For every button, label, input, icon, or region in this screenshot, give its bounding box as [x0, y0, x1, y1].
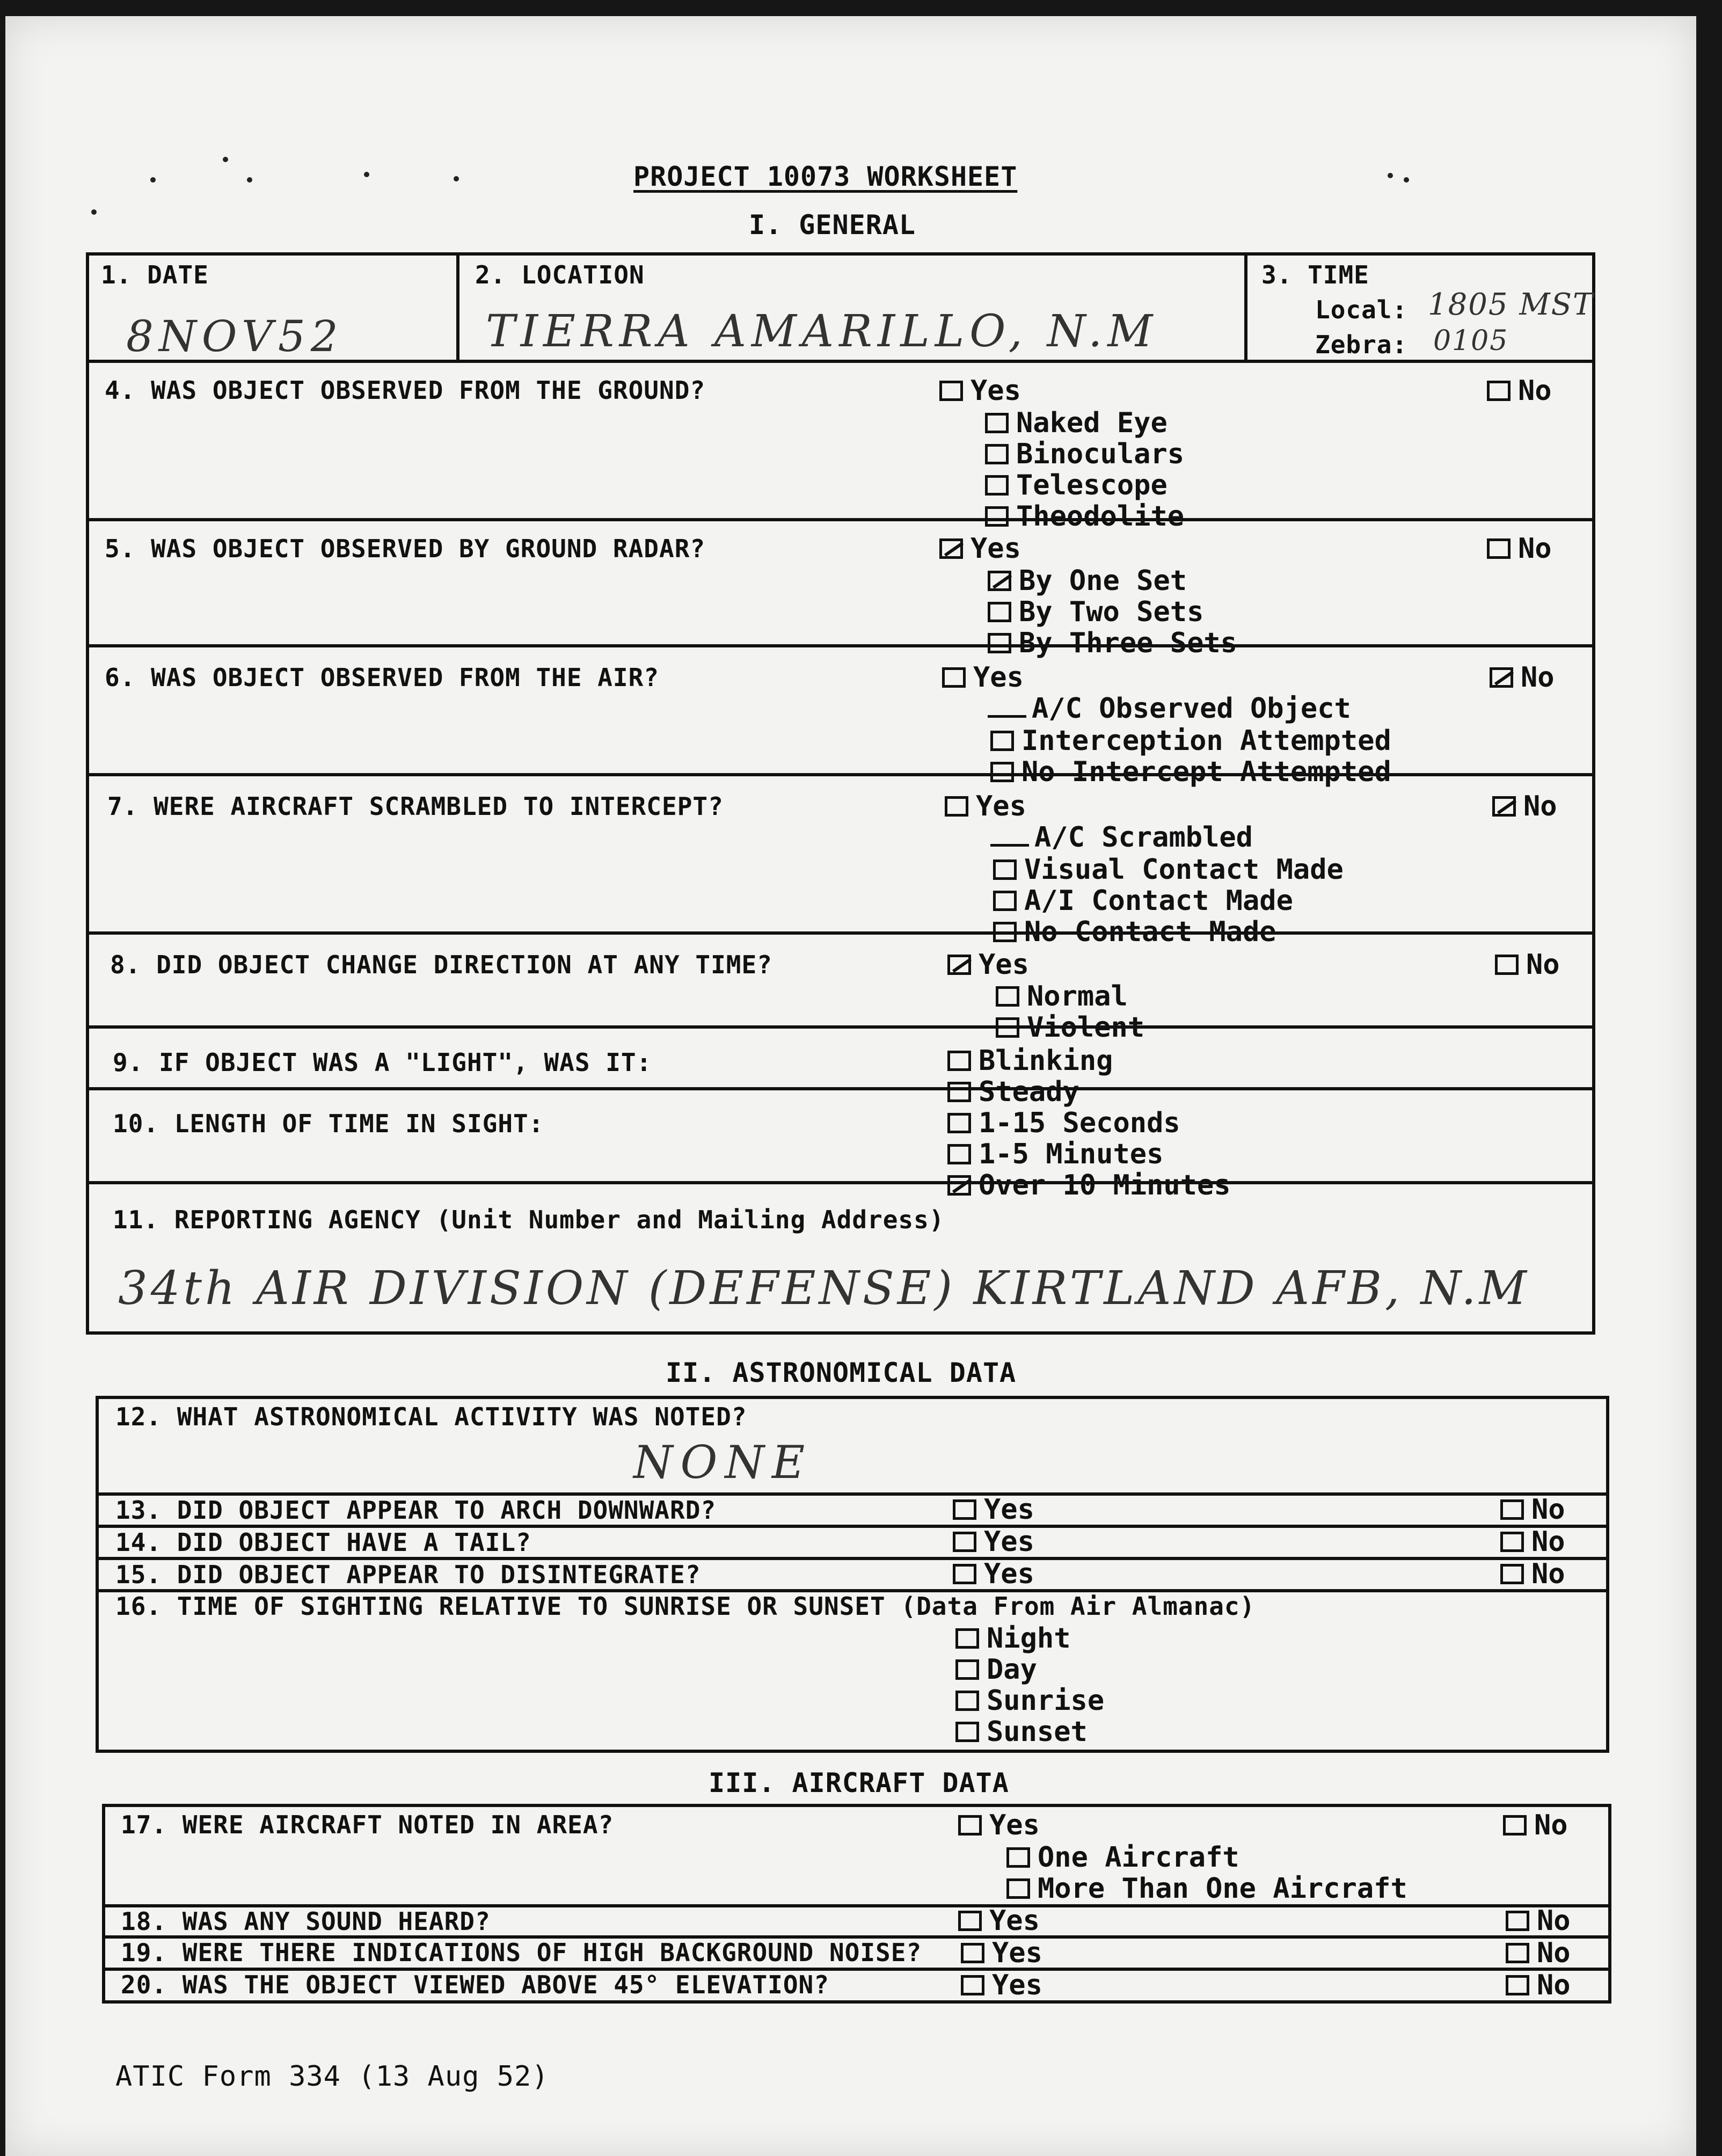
q10-1-15-seconds-text: 1-15 Seconds	[979, 1107, 1180, 1139]
q17-more-than-one-option[interactable]	[1006, 1873, 1407, 1905]
q5-no-option[interactable]	[1487, 533, 1552, 565]
q16-night-text: Night	[987, 1622, 1071, 1655]
q4-yes-option[interactable]	[939, 375, 1021, 407]
q17-no-option[interactable]	[1503, 1809, 1568, 1841]
q6-no-checkbox[interactable]	[1490, 667, 1513, 688]
q4-telescope-option[interactable]	[985, 469, 1168, 501]
q8-no-text: No	[1526, 949, 1560, 981]
q16-sunrise-checkbox[interactable]	[955, 1691, 979, 1711]
scan-speck	[150, 177, 156, 183]
q17-no-checkbox[interactable]	[1503, 1815, 1527, 1835]
q17-more-than-one-checkbox[interactable]	[1006, 1878, 1030, 1899]
q4-naked-eye-option[interactable]	[985, 407, 1168, 439]
date-value[interactable]: 8NOV52	[126, 311, 344, 361]
q10-1-5-minutes-text: 1-5 Minutes	[979, 1138, 1164, 1170]
q4-label: 4. WAS OBJECT OBSERVED FROM THE GROUND?	[105, 376, 706, 405]
worksheet-page	[5, 16, 1696, 2156]
q5-by-two-sets-checkbox[interactable]	[988, 602, 1011, 622]
q6-yes-text: Yes	[973, 661, 1024, 694]
q9-steady-checkbox[interactable]	[947, 1082, 971, 1102]
q13-no-option[interactable]	[1500, 1494, 1565, 1526]
q16-sunrise-option[interactable]	[955, 1685, 1104, 1717]
q7-yes-option[interactable]	[945, 790, 1026, 822]
q6-no-option[interactable]	[1490, 661, 1555, 694]
q6-label: 6. WAS OBJECT OBSERVED FROM THE AIR?	[105, 663, 659, 692]
q10-over-10-minutes-option[interactable]	[947, 1169, 1231, 1201]
q4-no-checkbox[interactable]	[1487, 381, 1511, 401]
q6-no-intercept-text: No Intercept Attempted	[1021, 756, 1391, 788]
q7-ac-scrambled-blank[interactable]	[990, 844, 1029, 847]
time-zebra-value[interactable]: 0105	[1433, 325, 1509, 357]
q4-telescope-text: Telescope	[1016, 469, 1168, 501]
q9-blinking-option[interactable]	[947, 1045, 1113, 1077]
q19-label: 19. WERE THERE INDICATIONS OF HIGH BACKGROUND NOISE?	[121, 1938, 922, 1967]
location-label: 2. LOCATION	[475, 260, 645, 289]
q5-no-checkbox[interactable]	[1487, 538, 1511, 559]
q6-no-text: No	[1521, 661, 1555, 694]
q15-no-option[interactable]	[1500, 1558, 1565, 1590]
q16-day-checkbox[interactable]	[955, 1659, 979, 1680]
q8-violent-checkbox[interactable]	[996, 1017, 1019, 1038]
q5-yes-checkbox[interactable]	[939, 538, 963, 559]
q7-ac-scrambled-option[interactable]	[990, 821, 1253, 854]
scan-speck	[223, 157, 228, 162]
q4-binoculars-text: Binoculars	[1016, 438, 1185, 470]
q13-label: 13. DID OBJECT APPEAR TO ARCH DOWNWARD?	[115, 1496, 717, 1525]
q13-no-checkbox[interactable]	[1500, 1499, 1524, 1520]
q4-yes-text: Yes	[971, 375, 1021, 407]
q5-by-two-sets-text: By Two Sets	[1019, 596, 1204, 628]
q19-yes-text: Yes	[992, 1937, 1042, 1969]
astronomical-activity-value[interactable]: NONE	[633, 1436, 813, 1489]
q6-ac-observed-option[interactable]	[988, 693, 1351, 725]
q15-yes-checkbox[interactable]	[953, 1564, 976, 1584]
q8-no-checkbox[interactable]	[1495, 955, 1519, 975]
q10-1-5-minutes-option[interactable]	[947, 1138, 1163, 1170]
q8-violent-text: Violent	[1027, 1011, 1145, 1044]
q6-interception-attempted-option[interactable]	[990, 725, 1391, 757]
q20-yes-checkbox[interactable]	[961, 1975, 984, 1995]
q5-no-text: No	[1518, 533, 1552, 565]
location-value[interactable]: TIERRA AMARILLO, N.M	[486, 306, 1158, 357]
q18-yes-text: Yes	[989, 1905, 1040, 1937]
scan-speck	[91, 209, 97, 215]
section-aircraft-heading: III. AIRCRAFT DATA	[709, 1767, 1009, 1798]
q6-no-intercept-option[interactable]	[990, 756, 1391, 788]
q17-label: 17. WERE AIRCRAFT NOTED IN AREA?	[121, 1810, 614, 1839]
q17-one-aircraft-option[interactable]	[1006, 1841, 1239, 1874]
q20-no-text: No	[1537, 1969, 1571, 2001]
q13-yes-option[interactable]	[953, 1494, 1034, 1526]
q4-theodolite-checkbox[interactable]	[985, 506, 1009, 527]
q8-label: 8. DID OBJECT CHANGE DIRECTION AT ANY TIME?	[110, 950, 772, 979]
q17-yes-option[interactable]	[958, 1809, 1040, 1841]
q8-normal-text: Normal	[1027, 980, 1128, 1013]
q20-yes-option[interactable]	[961, 1969, 1042, 2001]
q19-no-text: No	[1537, 1937, 1571, 1969]
q16-day-text: Day	[987, 1654, 1037, 1686]
q19-yes-option[interactable]	[961, 1937, 1042, 1969]
q18-yes-option[interactable]	[958, 1905, 1040, 1937]
q10-1-15-seconds-checkbox[interactable]	[947, 1113, 971, 1133]
q7-no-option[interactable]	[1492, 790, 1557, 822]
q14-yes-option[interactable]	[953, 1526, 1034, 1558]
q15-yes-text: Yes	[984, 1558, 1034, 1590]
q4-no-option[interactable]	[1487, 375, 1552, 407]
q15-no-text: No	[1531, 1558, 1565, 1590]
q16-sunset-checkbox[interactable]	[955, 1722, 979, 1742]
q9-steady-text: Steady	[979, 1076, 1079, 1108]
time-local-label: Local:	[1315, 295, 1408, 324]
time-label: 3. TIME	[1261, 260, 1369, 289]
q4-theodolite-text: Theodolite	[1016, 500, 1185, 533]
q19-no-checkbox[interactable]	[1506, 1943, 1529, 1963]
q5-by-three-sets-text: By Three Sets	[1019, 627, 1237, 659]
q9-blinking-checkbox[interactable]	[947, 1051, 971, 1071]
form-number: ATIC Form 334 (13 Aug 52)	[115, 2060, 549, 2093]
q4-binoculars-option[interactable]	[985, 438, 1184, 470]
q5-by-two-sets-option[interactable]	[988, 596, 1203, 628]
q16-sunset-option[interactable]	[955, 1716, 1088, 1748]
scan-speck	[1388, 173, 1393, 178]
q5-label: 5. WAS OBJECT OBSERVED BY GROUND RADAR?	[105, 534, 706, 563]
q6-ac-observed-text: A/C Observed Object	[1032, 693, 1351, 725]
time-zebra-label: Zebra:	[1315, 330, 1408, 359]
q10-over-10-minutes-checkbox[interactable]	[947, 1175, 971, 1196]
q17-one-aircraft-text: One Aircraft	[1038, 1841, 1239, 1874]
q5-yes-text: Yes	[971, 533, 1021, 565]
q6-ac-observed-blank[interactable]	[988, 715, 1026, 718]
q14-no-option[interactable]	[1500, 1526, 1565, 1558]
q18-no-checkbox[interactable]	[1506, 1911, 1529, 1931]
q18-label: 18. WAS ANY SOUND HEARD?	[121, 1907, 491, 1936]
q15-yes-option[interactable]	[953, 1558, 1034, 1590]
date-label: 1. DATE	[101, 260, 209, 289]
q7-no-contact-checkbox[interactable]	[993, 922, 1017, 942]
q16-sunset-text: Sunset	[987, 1716, 1088, 1748]
q7-label: 7. WERE AIRCRAFT SCRAMBLED TO INTERCEPT?	[107, 792, 724, 821]
q8-yes-option[interactable]	[947, 949, 1029, 981]
q8-violent-option[interactable]	[996, 1011, 1144, 1044]
q4-theodolite-option[interactable]	[985, 500, 1184, 533]
q4-binoculars-checkbox[interactable]	[985, 444, 1009, 464]
q17-yes-text: Yes	[989, 1809, 1040, 1841]
q14-no-checkbox[interactable]	[1500, 1532, 1524, 1552]
q8-normal-option[interactable]	[996, 980, 1128, 1013]
q6-yes-checkbox[interactable]	[942, 667, 966, 688]
q19-yes-checkbox[interactable]	[961, 1943, 984, 1963]
q16-label: 16. TIME OF SIGHTING RELATIVE TO SUNRISE OR SUNSET (Data From Air Almanac)	[115, 1592, 1256, 1621]
q8-yes-text: Yes	[979, 949, 1029, 981]
q8-normal-checkbox[interactable]	[996, 986, 1019, 1007]
q5-by-one-set-option[interactable]	[988, 565, 1187, 597]
q7-ai-contact-text: A/I Contact Made	[1024, 885, 1293, 917]
reporting-agency-value[interactable]: 34th AIR DIVISION (DEFENSE) KIRTLAND AFB, N.M	[118, 1262, 1530, 1315]
q17-more-than-one-text: More Than One Aircraft	[1038, 1873, 1407, 1905]
q10-over-10-minutes-text: Over 10 Minutes	[979, 1169, 1231, 1201]
q14-yes-text: Yes	[984, 1526, 1034, 1558]
q7-ac-scrambled-text: A/C Scrambled	[1034, 821, 1253, 854]
q14-label: 14. DID OBJECT HAVE A TAIL?	[115, 1528, 531, 1557]
q11-label: 11. REPORTING AGENCY (Unit Number and Mailing Address)	[113, 1205, 945, 1234]
q17-no-text: No	[1534, 1809, 1568, 1841]
q12-label: 12. WHAT ASTRONOMICAL ACTIVITY WAS NOTED?	[115, 1402, 747, 1431]
scan-speck	[454, 176, 459, 181]
q18-no-option[interactable]	[1506, 1905, 1571, 1937]
section-astronomical-heading: II. ASTRONOMICAL DATA	[666, 1357, 1017, 1388]
q15-label: 15. DID OBJECT APPEAR TO DISINTEGRATE?	[115, 1560, 701, 1589]
q16-night-option[interactable]	[955, 1622, 1071, 1655]
q7-no-contact-option[interactable]	[993, 916, 1276, 948]
q10-1-15-seconds-option[interactable]	[947, 1107, 1180, 1139]
q7-no-contact-text: No Contact Made	[1024, 916, 1276, 948]
q7-visual-contact-text: Visual Contact Made	[1024, 854, 1344, 886]
scan-speck	[247, 177, 252, 183]
q5-by-one-set-text: By One Set	[1019, 565, 1187, 597]
q13-yes-checkbox[interactable]	[953, 1499, 976, 1520]
q18-yes-checkbox[interactable]	[958, 1911, 982, 1931]
q4-telescope-checkbox[interactable]	[985, 475, 1009, 496]
q5-by-three-sets-option[interactable]	[988, 627, 1237, 659]
q15-no-checkbox[interactable]	[1500, 1564, 1524, 1584]
q4-naked-eye-text: Naked Eye	[1016, 407, 1168, 439]
q19-no-option[interactable]	[1506, 1937, 1571, 1969]
q6-no-intercept-checkbox[interactable]	[990, 762, 1014, 782]
time-local-value[interactable]: 1805 MST	[1428, 287, 1594, 322]
scan-speck	[1404, 177, 1409, 183]
q20-yes-text: Yes	[992, 1969, 1042, 2001]
q5-yes-option[interactable]	[939, 533, 1021, 565]
scan-speck	[364, 172, 369, 177]
worksheet-title: PROJECT 10073 WORKSHEET	[633, 161, 1018, 192]
q16-sunrise-text: Sunrise	[987, 1685, 1105, 1717]
q10-1-5-minutes-checkbox[interactable]	[947, 1144, 971, 1164]
q5-by-one-set-checkbox[interactable]	[988, 571, 1011, 591]
q14-yes-checkbox[interactable]	[953, 1532, 976, 1552]
q20-label: 20. WAS THE OBJECT VIEWED ABOVE 45° ELEVATION?	[121, 1970, 829, 1999]
q8-yes-checkbox[interactable]	[947, 955, 971, 975]
q9-label: 9. IF OBJECT WAS A "LIGHT", WAS IT:	[113, 1048, 652, 1077]
q6-interception-attempted-checkbox[interactable]	[990, 731, 1014, 751]
section-general-heading: I. GENERAL	[749, 209, 916, 241]
q7-no-checkbox[interactable]	[1492, 796, 1516, 817]
q7-no-text: No	[1523, 790, 1557, 822]
q18-no-text: No	[1537, 1905, 1571, 1937]
q4-no-text: No	[1518, 375, 1552, 407]
q20-no-checkbox[interactable]	[1506, 1975, 1529, 1995]
q6-yes-option[interactable]	[942, 661, 1024, 694]
q5-by-three-sets-checkbox[interactable]	[988, 633, 1011, 653]
q10-label: 10. LENGTH OF TIME IN SIGHT:	[113, 1109, 544, 1138]
q20-no-option[interactable]	[1506, 1969, 1571, 2001]
q17-yes-checkbox[interactable]	[958, 1815, 982, 1835]
q8-no-option[interactable]	[1495, 949, 1560, 981]
q4-naked-eye-checkbox[interactable]	[985, 413, 1009, 433]
q6-interception-attempted-text: Interception Attempted	[1021, 725, 1391, 757]
q7-visual-contact-option[interactable]	[993, 854, 1344, 886]
q7-visual-contact-checkbox[interactable]	[993, 860, 1017, 880]
q9-blinking-text: Blinking	[979, 1045, 1113, 1077]
q7-ai-contact-option[interactable]	[993, 885, 1293, 917]
q7-yes-text: Yes	[976, 790, 1026, 822]
q13-no-text: No	[1531, 1494, 1565, 1526]
q14-no-text: No	[1531, 1526, 1565, 1558]
q7-yes-checkbox[interactable]	[945, 796, 968, 817]
q16-day-option[interactable]	[955, 1654, 1037, 1686]
q16-night-checkbox[interactable]	[955, 1628, 979, 1649]
q17-one-aircraft-checkbox[interactable]	[1006, 1847, 1030, 1868]
q9-steady-option[interactable]	[947, 1076, 1079, 1108]
q7-ai-contact-checkbox[interactable]	[993, 891, 1017, 911]
q4-yes-checkbox[interactable]	[939, 381, 963, 401]
q13-yes-text: Yes	[984, 1494, 1034, 1526]
